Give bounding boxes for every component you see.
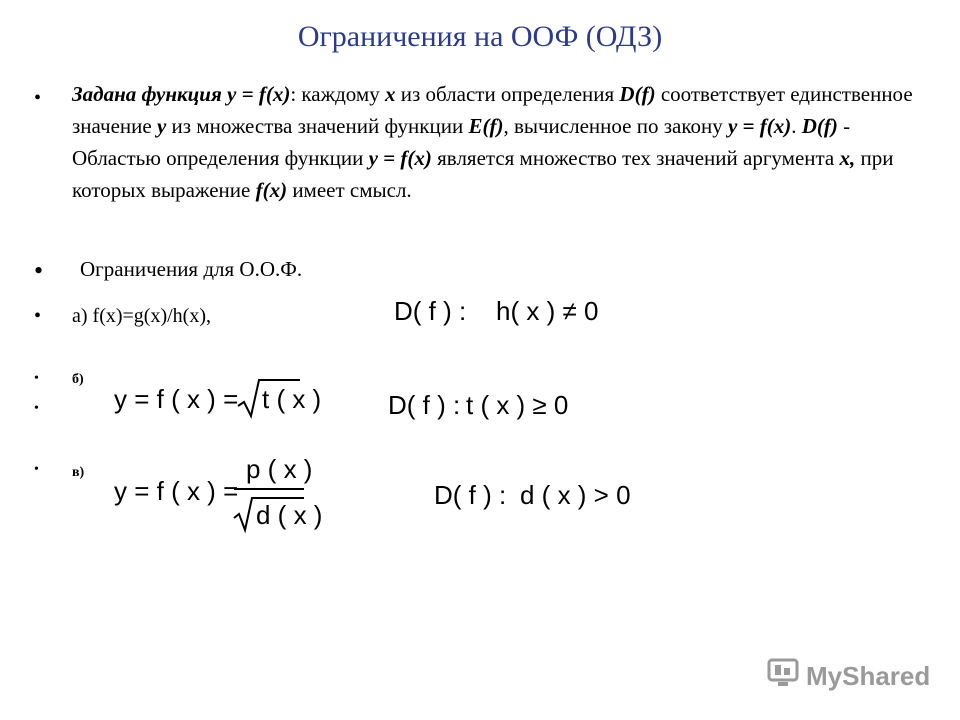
formula-text: d ( x ) > 0 bbox=[520, 480, 631, 510]
formula-text: d ( x ) bbox=[256, 500, 323, 530]
case-b-function-formula bbox=[114, 372, 322, 427]
def-part: x, bbox=[839, 146, 856, 170]
bullet-icon: • bbox=[34, 256, 44, 285]
def-part: y bbox=[156, 114, 167, 138]
def-part: D(f) bbox=[619, 82, 656, 106]
brand-name: MyShared bbox=[806, 661, 931, 691]
def-part: , вычисленное по закону bbox=[503, 114, 728, 138]
formula-text: t ( x ) bbox=[262, 384, 322, 414]
def-part: соответствует единственное значение bbox=[72, 82, 913, 138]
bullet-icon: • bbox=[34, 371, 39, 386]
def-part: E(f) bbox=[468, 114, 504, 138]
formula-text: D( f ) : bbox=[434, 480, 507, 510]
bullet-icon: • bbox=[34, 305, 42, 327]
formula-text: D( f ) : bbox=[388, 390, 461, 420]
def-part: имеет смысл. bbox=[287, 178, 412, 202]
def-part: D(f) bbox=[801, 114, 838, 138]
formula-text: h( x ) ≠ 0 bbox=[496, 296, 599, 326]
case-c-domain-formula bbox=[432, 474, 631, 523]
def-part: : каждому bbox=[290, 82, 385, 106]
def-part: из множества значений функции bbox=[166, 114, 469, 138]
case-a-domain-formula bbox=[392, 290, 612, 339]
formula-text: y = f ( x ) = bbox=[114, 476, 239, 506]
case-b-domain-formula bbox=[386, 384, 569, 433]
def-part: - Областью определения функции bbox=[72, 114, 851, 170]
def-part: y = f(x) bbox=[368, 146, 432, 170]
case-a-label: а) f(x)=g(x)/h(x), bbox=[72, 305, 211, 327]
slide-title: Ограничения на ООФ (ОДЗ) bbox=[297, 20, 663, 53]
myshared-watermark bbox=[766, 656, 930, 697]
bullet-icon: • bbox=[34, 87, 42, 109]
def-part: является множество тех значений аргумента bbox=[431, 146, 840, 170]
formula-text: t ( x ) ≥ 0 bbox=[466, 390, 569, 420]
def-part: f(x) bbox=[255, 178, 288, 202]
bullet-icon: • bbox=[34, 462, 39, 477]
case-b-label: б) bbox=[72, 372, 84, 387]
bullet-icon: • bbox=[34, 401, 39, 416]
case-c-label: в) bbox=[72, 465, 85, 480]
formula-text: p ( x ) bbox=[246, 454, 313, 484]
def-part: из области определения bbox=[395, 82, 620, 106]
case-c-function-formula bbox=[114, 452, 323, 541]
myshared-logo-icon bbox=[766, 656, 800, 697]
constraints-heading: Ограничения для О.О.Ф. bbox=[80, 257, 303, 281]
formula-text: y = f ( x ) = bbox=[114, 384, 239, 414]
formula-text: D( f ) : bbox=[394, 296, 467, 326]
def-part: y = f(x) bbox=[727, 114, 792, 138]
definition-paragraph bbox=[72, 78, 922, 206]
def-part: Задана функция y = f(x) bbox=[72, 82, 291, 106]
def-part: при которых выражение bbox=[72, 146, 894, 202]
def-part: x bbox=[384, 82, 396, 106]
def-part: . bbox=[791, 114, 802, 138]
